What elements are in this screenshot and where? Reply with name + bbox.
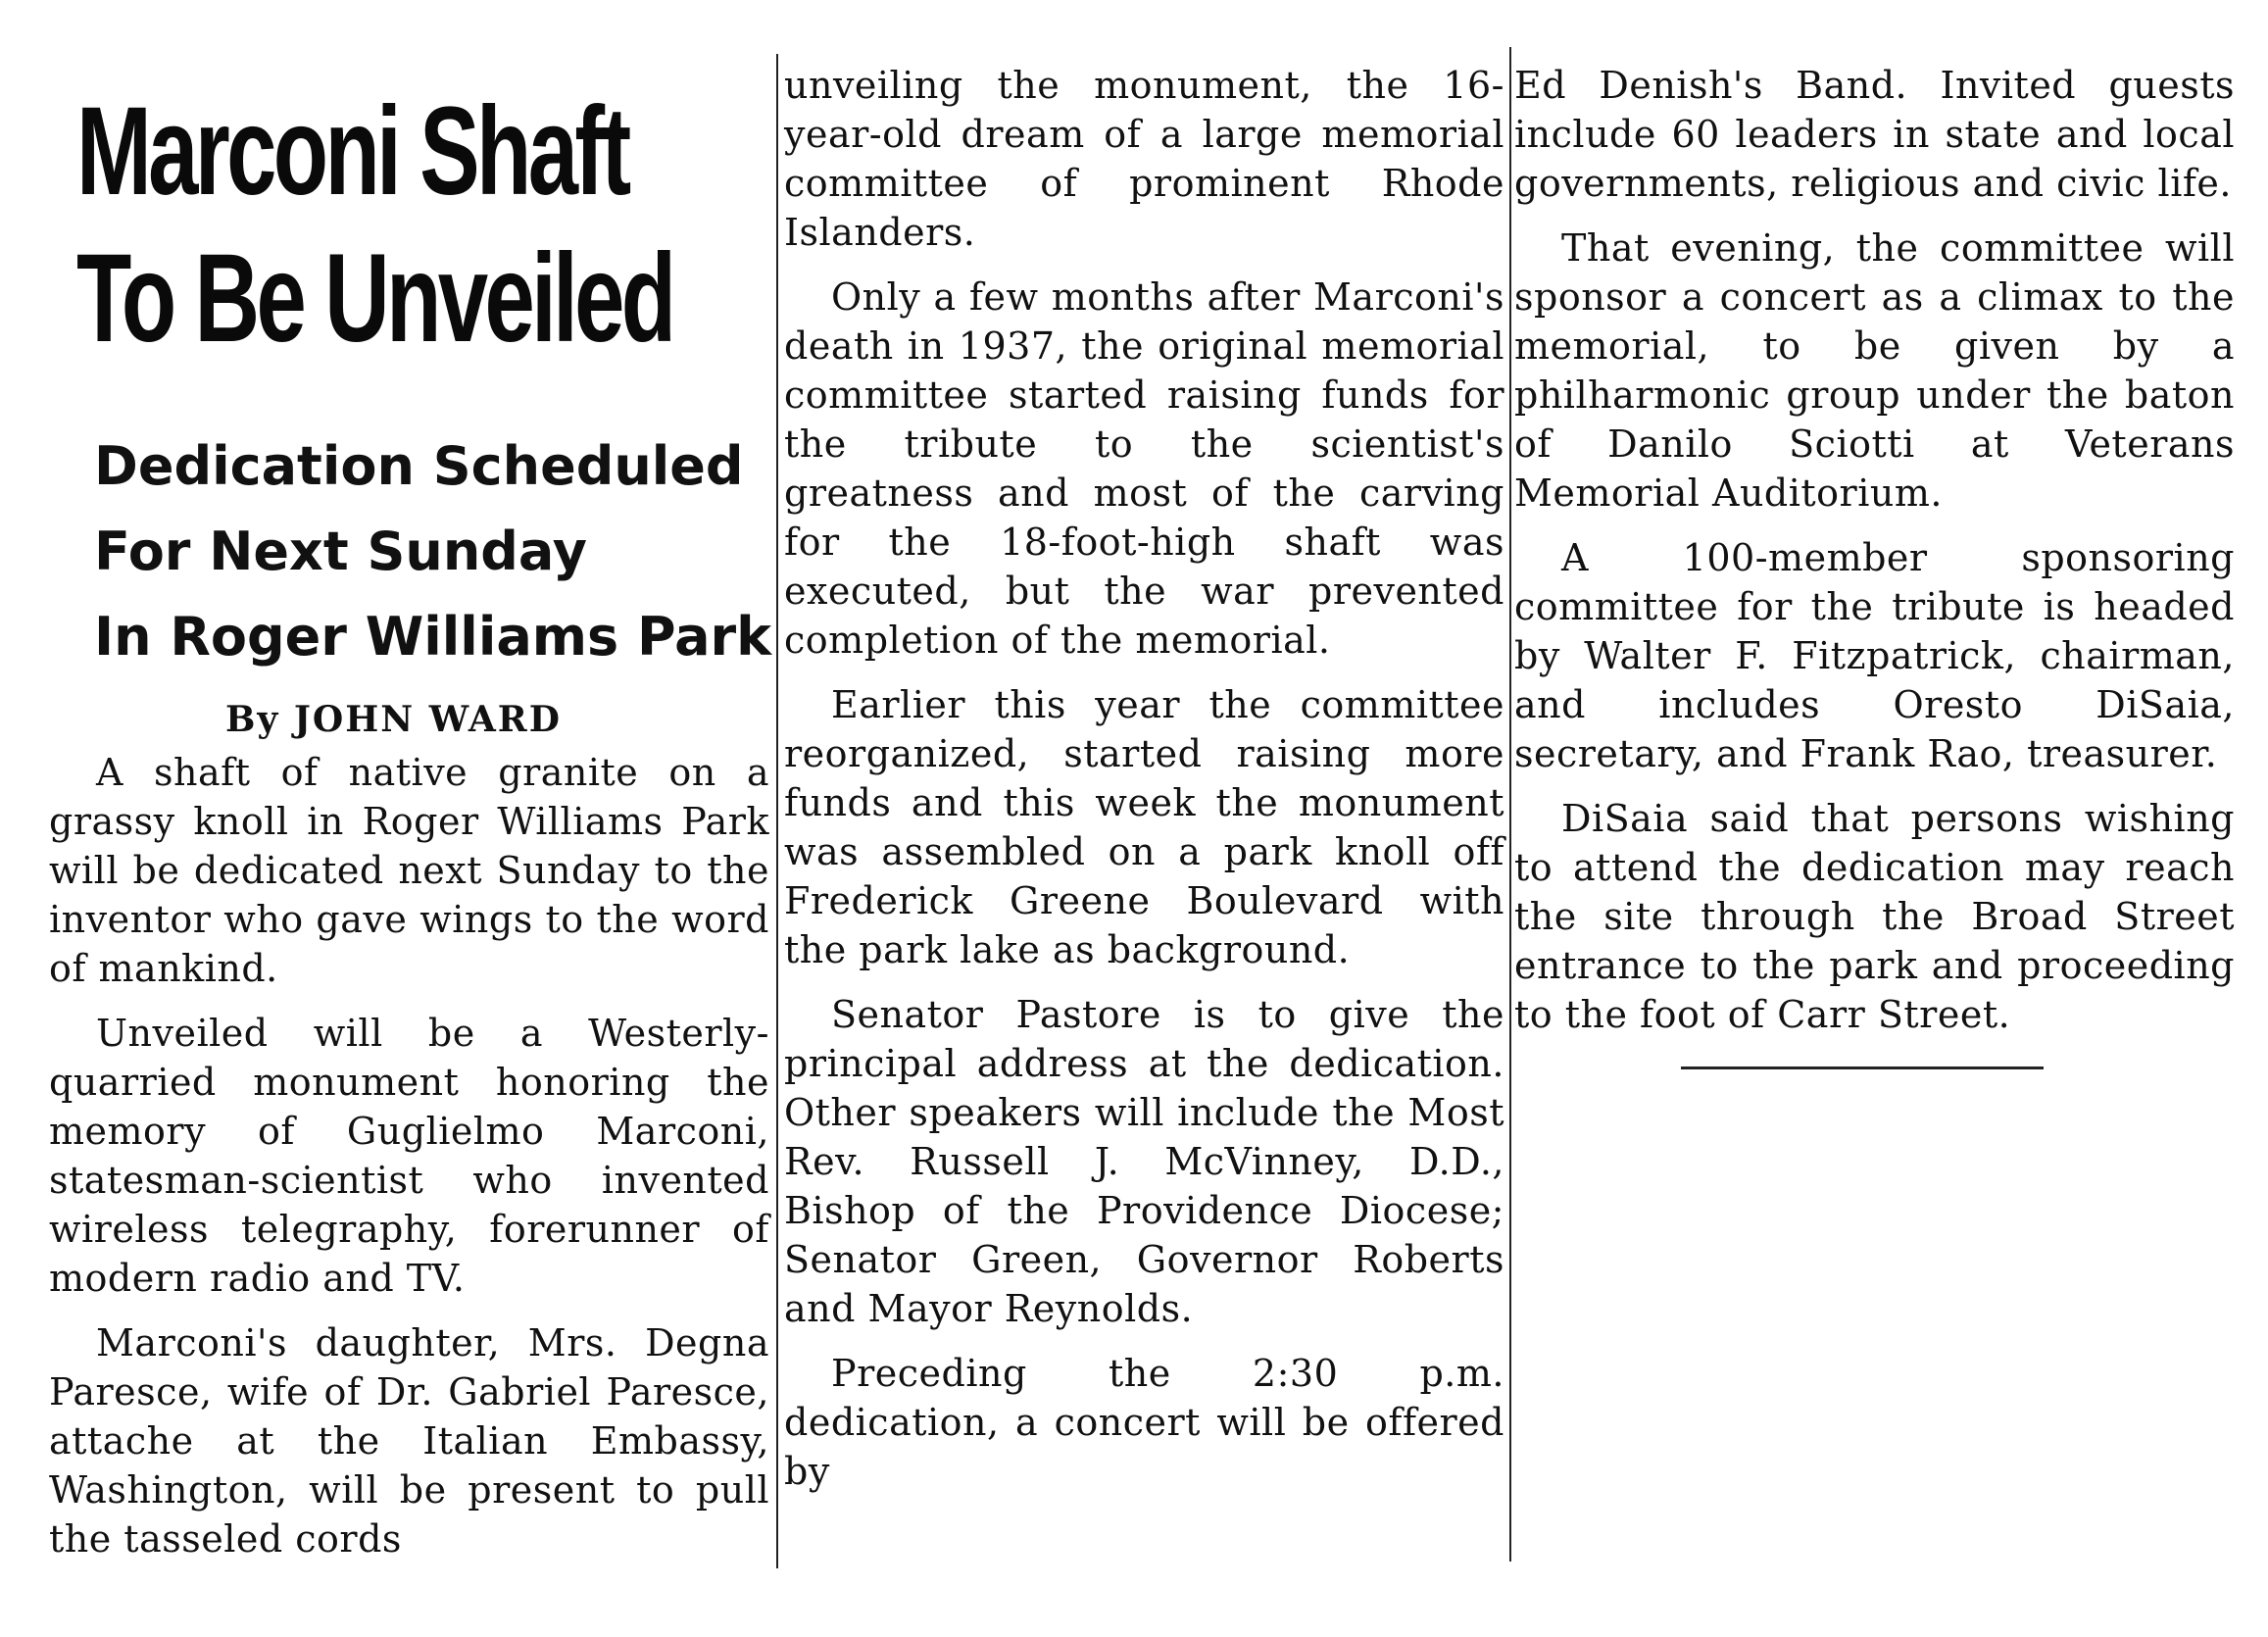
headline-line: To Be Unveiled <box>76 228 673 369</box>
column-body <box>784 61 1504 1496</box>
paragraph: A shaft of native granite on a grassy knoll in Roger Williams Park will be dedicated next Sunday to the inventor who gave wings to the word of mankind. <box>49 751 769 990</box>
paragraph: Only a few months after Marconi's death in 1937, the original memorial committee started raising funds for the tribute to the scientist's greatness and most of the carving for the 18-foot-high shaft was executed, but the war prevented completion of the memorial. <box>784 275 1504 662</box>
paragraph: Preceding the 2:30 p.m. dedication, a concert will be offered by <box>784 1352 1504 1493</box>
byline: By JOHN WARD <box>225 699 562 740</box>
column-body <box>49 748 769 1563</box>
column-body <box>1514 61 2235 1039</box>
headline-line: Marconi Shaft <box>76 81 628 222</box>
column-3 <box>1514 61 2235 1069</box>
column-1 <box>49 59 772 1563</box>
subheadline-line: In Roger Williams Park <box>94 606 772 668</box>
column-2 <box>784 61 1504 1496</box>
paragraph: Ed Denish's Band. Invited guests include 60 leaders in state and local governments, religious and civic life. <box>1514 64 2235 205</box>
paragraph: Senator Pastore is to give the principal address at the dedication. Other speakers will include the Most Rev. Russell J. McVinney, D.D., Bishop of the Providence Diocese; Senator Green, Governor Roberts and Mayor Reynolds. <box>784 993 1504 1330</box>
subheadline-line: Dedication Scheduled <box>94 435 744 497</box>
paragraph: A 100-member sponsoring committee for the tribute is headed by Walter F. Fitzpatrick, chairman, and includes Oresto DiSaia, secretary, and Frank Rao, treasurer. <box>1514 536 2235 775</box>
subheadline-line: For Next Sunday <box>94 521 587 582</box>
paragraph: unveiling the monument, the 16-year-old dream of a large memorial committee of prominent Rhode Islanders. <box>784 64 1504 254</box>
column-rule <box>1509 47 1511 1562</box>
subheadline <box>94 423 772 679</box>
paragraph: That evening, the committee will sponsor a concert as a climax to the memorial, to be given by a philharmonic group under the baton of Danilo Sciotti at Veterans Memorial Auditorium. <box>1514 226 2235 515</box>
paragraph: DiSaia said that persons wishing to attend the dedication may reach the site through the Broad Street entrance to the park and proceeding to the foot of Carr Street. <box>1514 797 2235 1036</box>
headline <box>76 59 782 372</box>
paragraph: Earlier this year the committee reorganized, started raising more funds and this week the monument was assembled on a park knoll off Frederick Greene Boulevard with the park lake as background. <box>784 683 1504 971</box>
paragraph: Unveiled will be a Westerly-quarried monument honoring the memory of Guglielmo Marconi, statesman-scientist who invented wireless telegraphy, forerunner of modern radio and TV. <box>49 1012 769 1300</box>
end-of-article-rule <box>1681 1067 2044 1069</box>
paragraph: Marconi's daughter, Mrs. Degna Paresce, wife of Dr. Gabriel Paresce, attache at the Italian Embassy, Washington, will be present to pull the tasseled cords <box>49 1321 769 1561</box>
